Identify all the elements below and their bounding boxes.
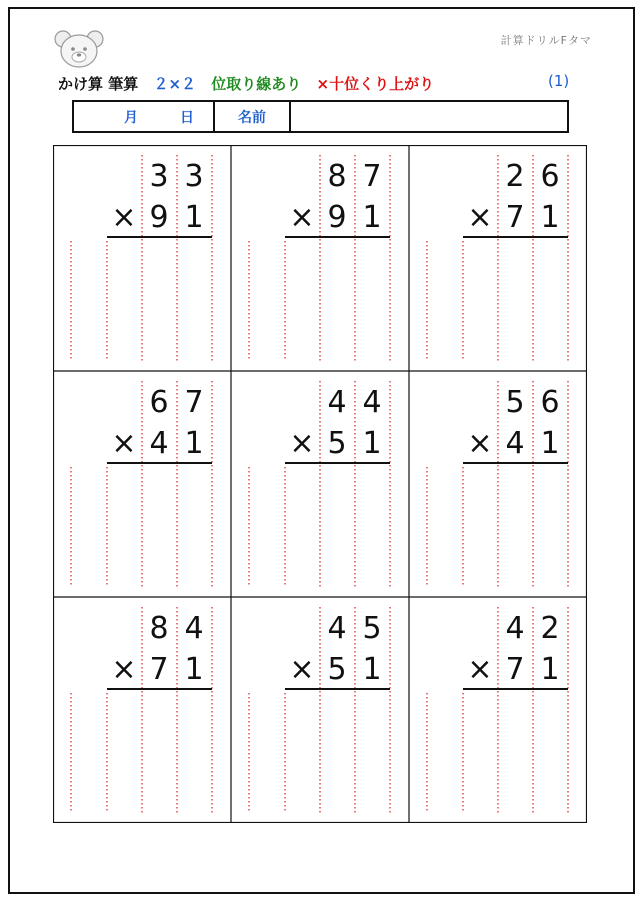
multiplicand-tens: 4 <box>327 385 347 420</box>
multiplicand-ones: 4 <box>184 611 204 646</box>
worksheet-title <box>58 73 444 94</box>
multiplier-tens: 9 <box>327 200 347 235</box>
multiplicand-ones: 7 <box>362 159 382 194</box>
date-field[interactable] <box>74 102 215 131</box>
multiplicand-ones: 2 <box>540 611 560 646</box>
multiplier-ones: 1 <box>362 652 382 687</box>
multiplier-tens: 5 <box>327 652 347 687</box>
name-date-box <box>72 100 569 133</box>
multiplier-tens: 7 <box>149 652 169 687</box>
times-sign: × <box>111 652 137 687</box>
name-field[interactable] <box>291 102 567 131</box>
multiplier-ones: 1 <box>540 426 560 461</box>
multiplier-ones: 1 <box>184 652 204 687</box>
multiplicand-tens: 6 <box>149 385 169 420</box>
title-part-kakezan: かけ算 筆算 <box>58 75 139 93</box>
multiplier-tens: 7 <box>505 652 525 687</box>
multiplier-ones: 1 <box>184 426 204 461</box>
multiplicand-ones: 5 <box>362 611 382 646</box>
multiplicand-tens: 8 <box>327 159 347 194</box>
times-sign: × <box>467 200 493 235</box>
multiplicand-ones: 6 <box>540 159 560 194</box>
multiplier-ones: 1 <box>540 652 560 687</box>
multiplier-tens: 9 <box>149 200 169 235</box>
title-part-guides: 位取り線あり <box>211 75 302 93</box>
multiplicand-tens: 4 <box>505 611 525 646</box>
multiplier-ones: 1 <box>362 426 382 461</box>
problem-grid-svg <box>53 145 587 823</box>
times-sign: × <box>111 200 137 235</box>
multiplier-ones: 1 <box>540 200 560 235</box>
times-sign: × <box>467 426 493 461</box>
multiplier-ones: 1 <box>362 200 382 235</box>
multiplier-tens: 4 <box>149 426 169 461</box>
times-sign: × <box>467 652 493 687</box>
times-sign: × <box>289 200 315 235</box>
multiplicand-ones: 3 <box>184 159 204 194</box>
multiplicand-tens: 3 <box>149 159 169 194</box>
bear-face-icon <box>54 29 104 73</box>
month-label: 月 <box>124 109 138 126</box>
title-part-carry: ×十位くり上がり <box>316 75 435 93</box>
multiplicand-tens: 5 <box>505 385 525 420</box>
name-label: 名前 <box>215 102 291 131</box>
multiplier-tens: 7 <box>505 200 525 235</box>
multiplicand-ones: 4 <box>362 385 382 420</box>
multiplicand-ones: 7 <box>184 385 204 420</box>
times-sign: × <box>289 426 315 461</box>
multiplier-tens: 5 <box>327 426 347 461</box>
sheet-number: (1) <box>548 72 570 90</box>
multiplier-ones: 1 <box>184 200 204 235</box>
multiplicand-tens: 2 <box>505 159 525 194</box>
title-part-digits: ２×２ <box>153 75 197 93</box>
multiplicand-tens: 8 <box>149 611 169 646</box>
brand-label: 計算ドリルFタマ <box>500 34 592 47</box>
times-sign: × <box>111 426 137 461</box>
multiplicand-tens: 4 <box>327 611 347 646</box>
multiplicand-ones: 6 <box>540 385 560 420</box>
problem-grid <box>53 145 587 823</box>
day-label: 日 <box>180 109 194 126</box>
times-sign: × <box>289 652 315 687</box>
multiplier-tens: 4 <box>505 426 525 461</box>
